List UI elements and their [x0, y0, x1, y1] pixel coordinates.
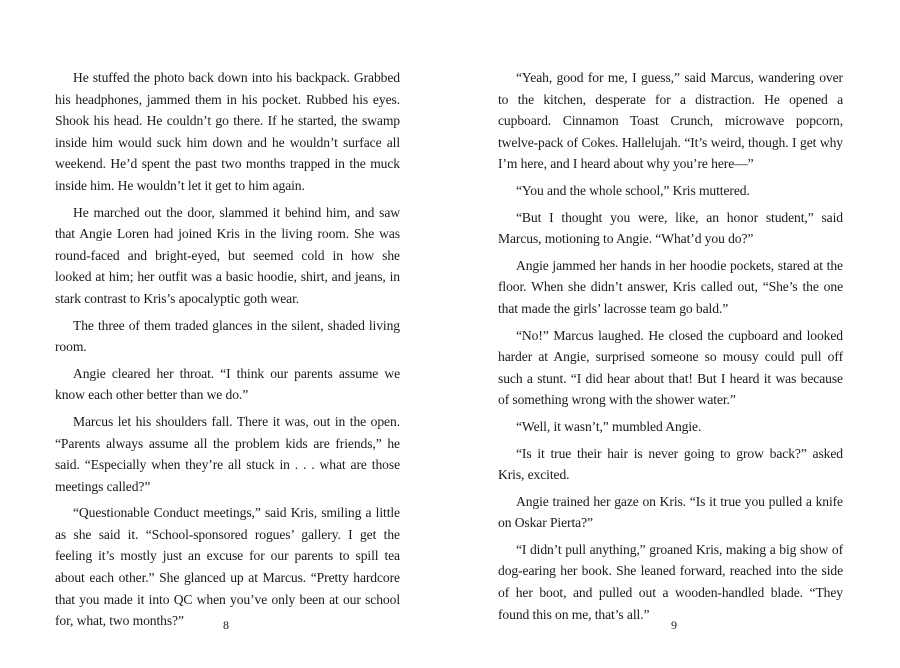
paragraph: Marcus let his shoulders fall. There it was, out in the open. “Parents always assume all the problem kids are friends,” he said. “Especially when they’re all stuck in . . . what are those meetings called?”	[55, 413, 400, 494]
paragraph: “You and the whole school,” Kris muttered.	[516, 182, 750, 198]
page-number: 9	[671, 618, 677, 632]
paragraph: The three of them traded glances in the silent, shaded living room.	[55, 317, 400, 355]
paragraph: “No!” Marcus laughed. He closed the cupboard and looked harder at Angie, surprised someone so mousy could pull off such a stunt. “I did hear about that! But I heard it was because of something wrong with the shower water.”	[498, 327, 843, 408]
paragraph: Angie cleared her throat. “I think our parents assume we know each other better than we do.”	[55, 365, 400, 403]
paragraph: Angie trained her gaze on Kris. “Is it true you pulled a knife on Oskar Pierta?”	[498, 493, 843, 531]
paragraph: “Well, it wasn’t,” mumbled Angie.	[516, 418, 702, 434]
left-page-text	[55, 67, 400, 632]
paragraph: “Questionable Conduct meetings,” said Kris, smiling a little as she said it. “School-sponsored rogues’ gallery. I get the feeling it’s mostly just an excuse for our parents to spill tea about each other.” She glanced up at Marcus. “Pretty hardcore that you made it into QC when you’ve only been at our school for, what, two months?”	[55, 505, 400, 629]
paragraph: He marched out the door, slammed it behind him, and saw that Angie Loren had joined Kris in the living room. She was round-faced and bright-eyed, but seemed cold in how she looked at him; her outfit was a basic hoodie, shirt, and jeans, in stark contrast to Kris’s apocalyptic goth wear.	[55, 204, 400, 306]
page-number: 8	[223, 618, 229, 632]
right-page-text	[498, 67, 843, 625]
paragraph: “Yeah, good for me, I guess,” said Marcus, wandering over to the kitchen, desperate for a distraction. He opened a cupboard. Cinnamon Toast Crunch, microwave popcorn, twelve-pack of Cokes. Hallelujah. “It’s weird, though. I get why I’m here, and I heard about why you’re here—”	[498, 70, 843, 172]
right-page	[450, 0, 900, 668]
paragraph: Angie jammed her hands in her hoodie pockets, stared at the floor. When she didn’t answer, Kris called out, “She’s the one that made the girls’ lacrosse team go bald.”	[498, 257, 843, 316]
paragraph: “But I thought you were, like, an honor student,” said Marcus, motioning to Angie. “What’d you do?”	[498, 209, 843, 247]
paragraph: “I didn’t pull anything,” groaned Kris, making a big show of dog-earing her book. She leaned forward, reached into the side of her boot, and pulled out a wooden-handled blade. “They found this on me, that’s all.”	[498, 541, 843, 622]
paragraph: “Is it true their hair is never going to grow back?” asked Kris, excited.	[498, 445, 843, 483]
paragraph: He stuffed the photo back down into his backpack. Grabbed his headphones, jammed them in his pocket. Rubbed his eyes. Shook his head. He couldn’t go there. If he started, the swamp inside him would suck him down and he wouldn’t surface all weekend. He’d spent the past two months trapped in the muck inside him. He wouldn’t let it get to him again.	[55, 70, 400, 193]
